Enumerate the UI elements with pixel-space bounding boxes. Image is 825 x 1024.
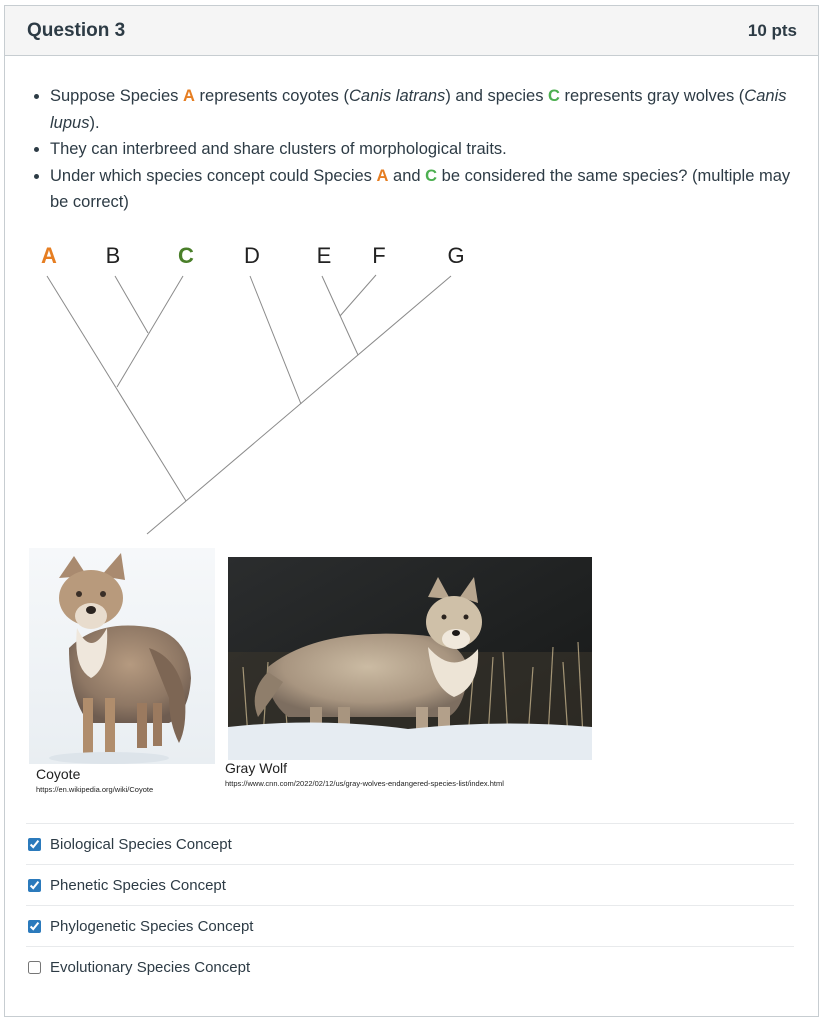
answer-label: Biological Species Concept xyxy=(50,835,232,853)
branch-a xyxy=(47,276,186,501)
tree-branches xyxy=(47,275,451,534)
tree-label-g: G xyxy=(447,243,465,268)
species-a-label: A xyxy=(376,166,389,185)
checkbox-phenetic[interactable] xyxy=(28,879,41,892)
tree-label-d: D xyxy=(244,243,260,268)
stem-text: ). xyxy=(89,113,100,132)
branch-f xyxy=(340,275,376,316)
question-points: 10 pts xyxy=(747,20,797,40)
question-stem xyxy=(30,83,800,216)
stem-text: and xyxy=(388,166,426,185)
gray-wolf-photo xyxy=(228,557,592,760)
branch-g xyxy=(186,276,451,501)
species-a-label: A xyxy=(183,87,195,105)
stem-text: Suppose Species xyxy=(50,87,184,105)
coyote-illustration xyxy=(29,548,215,764)
checkbox-evolutionary[interactable] xyxy=(28,961,41,974)
gray-wolf-caption: Gray Wolf xyxy=(225,760,287,776)
answer-label: Phylogenetic Species Concept xyxy=(50,917,254,935)
tree-label-e: E xyxy=(316,243,332,268)
answer-phenetic[interactable] xyxy=(26,864,794,905)
stem-text: ) and species xyxy=(445,87,549,105)
stem-bullet-3 xyxy=(50,163,800,216)
phylogenetic-tree xyxy=(20,232,480,542)
tree-label-b: B xyxy=(105,243,121,268)
answer-label: Phenetic Species Concept xyxy=(50,876,226,894)
branch-d xyxy=(250,276,301,404)
stem-text: represents coyotes ( xyxy=(194,87,350,105)
branch-b xyxy=(115,276,148,333)
tree-label-f: F xyxy=(372,243,386,268)
species-c-label: C xyxy=(425,166,438,185)
tree-labels xyxy=(41,243,465,268)
coyote-photo xyxy=(29,548,215,764)
tree-label-a: A xyxy=(41,243,57,268)
stem-bullet-1 xyxy=(50,83,800,136)
tree-root-branch xyxy=(147,501,186,534)
answer-phylogenetic[interactable] xyxy=(26,905,794,946)
coyote-caption: Coyote xyxy=(36,766,81,782)
coyote-source-url: https://en.wikipedia.org/wiki/Coyote xyxy=(36,785,154,794)
answer-evolutionary[interactable] xyxy=(26,946,794,987)
answer-list xyxy=(26,823,794,987)
gray-wolf-illustration xyxy=(228,557,592,760)
tree-label-c: C xyxy=(178,243,194,268)
gray-wolf-source-url: https://www.cnn.com/2022/02/12/us/gray-wolves-endangered-species-list/index.html xyxy=(225,779,504,788)
question-title: Question 3 xyxy=(27,19,126,41)
coyote-latin-name: Canis latrans xyxy=(349,87,446,105)
stem-bullet-2: • They can interbreed and share clusters of morphological traits. xyxy=(50,136,800,163)
branch-c xyxy=(117,276,183,387)
checkbox-biological[interactable] xyxy=(28,838,41,851)
species-c-label: C xyxy=(548,87,560,105)
checkbox-phylogenetic[interactable] xyxy=(28,920,41,933)
stem-text: Under which species concept could Species xyxy=(50,166,377,185)
question-header xyxy=(5,6,818,56)
stem-text: represents gray wolves ( xyxy=(559,87,745,105)
stem-text: be considered the same species? (multiple may be correct) xyxy=(50,166,791,211)
answer-biological[interactable] xyxy=(26,823,794,864)
answer-label: Evolutionary Species Concept xyxy=(50,958,251,976)
wolf-latin-name: Canis lupus xyxy=(50,87,787,132)
